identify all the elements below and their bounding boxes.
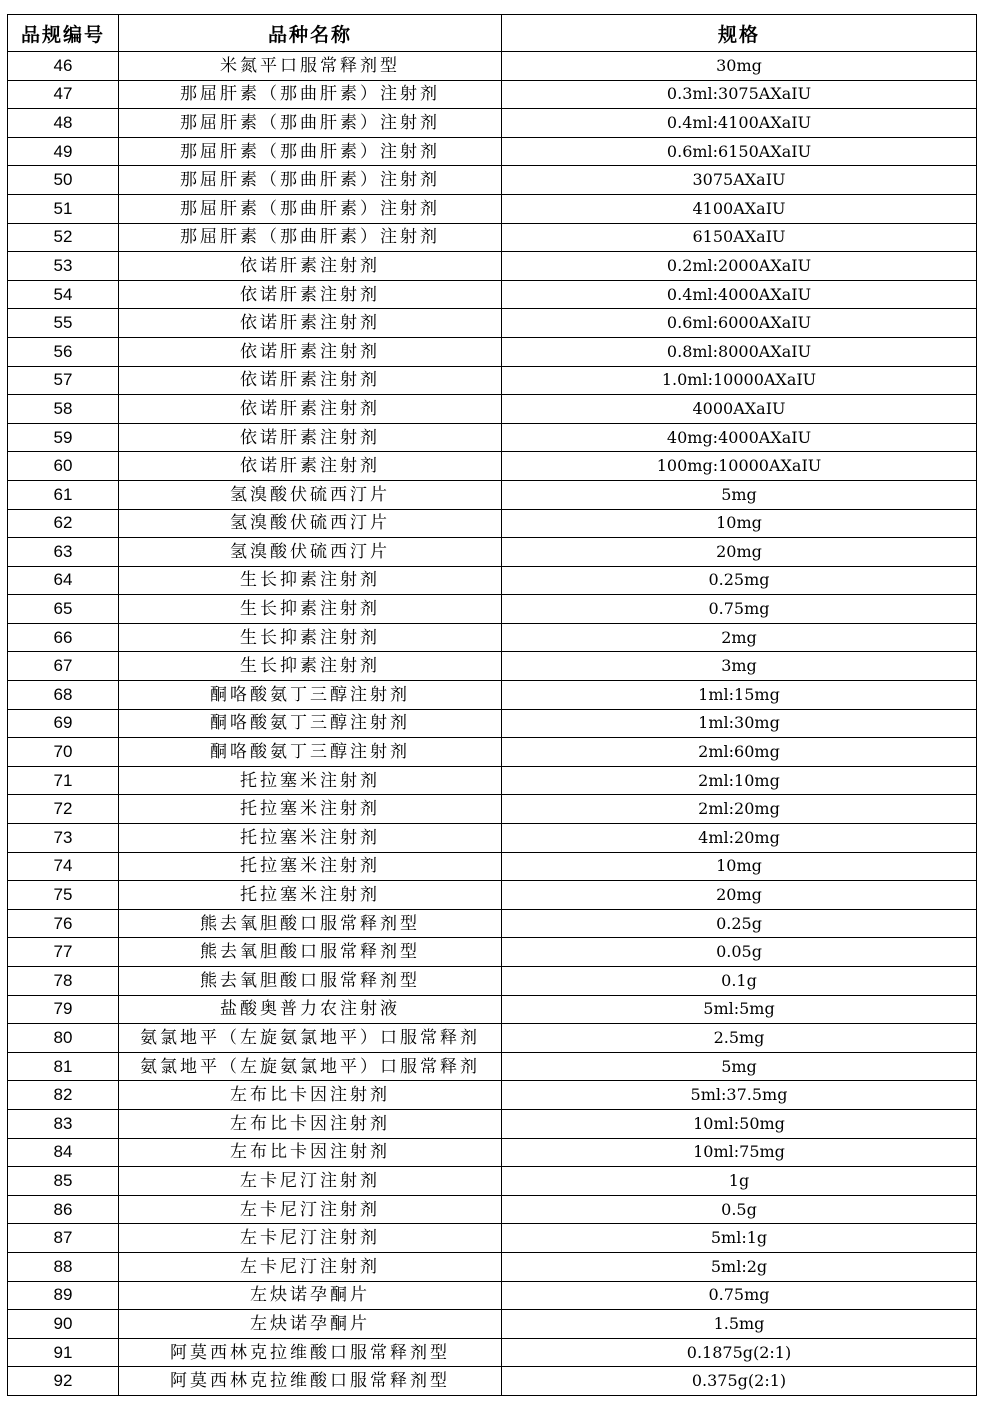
row-code: 78 [8,967,119,996]
row-spec: 5mg [502,1052,977,1081]
table-row [8,766,977,795]
row-drug-name: 氢溴酸伏硫西汀片 [119,509,502,538]
row-code: 55 [8,309,119,338]
row-code: 91 [8,1338,119,1367]
row-drug-name: 依诺肝素注射剂 [119,366,502,395]
row-code: 89 [8,1281,119,1310]
row-spec: 2ml:20mg [502,795,977,824]
row-code: 77 [8,938,119,967]
row-spec: 1.0ml:10000AXaIU [502,366,977,395]
row-drug-name: 托拉塞米注射剂 [119,881,502,910]
row-drug-name: 那屈肝素（那曲肝素）注射剂 [119,194,502,223]
row-drug-name: 那屈肝素（那曲肝素）注射剂 [119,137,502,166]
table-row [8,1281,977,1310]
row-spec: 10mg [502,852,977,881]
table-row [8,595,977,624]
row-code: 68 [8,681,119,710]
row-drug-name: 生长抑素注射剂 [119,595,502,624]
row-code: 62 [8,509,119,538]
row-drug-name: 左布比卡因注射剂 [119,1109,502,1138]
row-code: 49 [8,137,119,166]
row-drug-name: 托拉塞米注射剂 [119,852,502,881]
row-drug-name: 依诺肝素注射剂 [119,423,502,452]
row-spec: 0.4ml:4100AXaIU [502,109,977,138]
row-code: 84 [8,1138,119,1167]
row-spec: 0.8ml:8000AXaIU [502,337,977,366]
table-row [8,1310,977,1339]
row-code: 72 [8,795,119,824]
row-spec: 5ml:1g [502,1224,977,1253]
row-spec: 40mg:4000AXaIU [502,423,977,452]
table-row [8,395,977,424]
row-drug-name: 熊去氧胆酸口服常释剂型 [119,909,502,938]
row-spec: 2ml:60mg [502,738,977,767]
row-code: 60 [8,452,119,481]
row-spec: 3075AXaIU [502,166,977,195]
row-spec: 5ml:5mg [502,995,977,1024]
table-row [8,709,977,738]
row-spec: 4100AXaIU [502,194,977,223]
row-code: 56 [8,337,119,366]
row-drug-name: 氢溴酸伏硫西汀片 [119,538,502,567]
drug-spec-table [7,14,977,1396]
row-drug-name: 熊去氧胆酸口服常释剂型 [119,938,502,967]
row-spec: 0.3ml:3075AXaIU [502,80,977,109]
row-drug-name: 那屈肝素（那曲肝素）注射剂 [119,80,502,109]
table-row [8,1367,977,1396]
header-name: 品种名称 [119,15,502,52]
row-drug-name: 托拉塞米注射剂 [119,824,502,853]
row-spec: 10mg [502,509,977,538]
row-drug-name: 左卡尼汀注射剂 [119,1167,502,1196]
row-drug-name: 生长抑素注射剂 [119,652,502,681]
header-code: 品规编号 [8,15,119,52]
table-row [8,1195,977,1224]
table-row [8,538,977,567]
table-row [8,337,977,366]
table-row [8,52,977,81]
row-spec: 0.375g(2:1) [502,1367,977,1396]
table-row [8,881,977,910]
row-code: 71 [8,766,119,795]
row-spec: 1ml:15mg [502,681,977,710]
row-spec: 5ml:2g [502,1252,977,1281]
row-drug-name: 那屈肝素（那曲肝素）注射剂 [119,166,502,195]
row-drug-name: 酮咯酸氨丁三醇注射剂 [119,681,502,710]
row-drug-name: 托拉塞米注射剂 [119,795,502,824]
row-code: 81 [8,1052,119,1081]
table-row [8,1224,977,1253]
row-drug-name: 阿莫西林克拉维酸口服常释剂型 [119,1338,502,1367]
row-drug-name: 生长抑素注射剂 [119,623,502,652]
table-row [8,795,977,824]
row-code: 73 [8,824,119,853]
table-row [8,681,977,710]
row-drug-name: 阿莫西林克拉维酸口服常释剂型 [119,1367,502,1396]
header-spec: 规格 [502,15,977,52]
row-spec: 2ml:10mg [502,766,977,795]
row-spec: 20mg [502,881,977,910]
row-code: 82 [8,1081,119,1110]
row-spec: 10ml:75mg [502,1138,977,1167]
row-drug-name: 左布比卡因注射剂 [119,1138,502,1167]
row-drug-name: 依诺肝素注射剂 [119,280,502,309]
table-row [8,1338,977,1367]
row-code: 74 [8,852,119,881]
row-code: 46 [8,52,119,81]
row-drug-name: 熊去氧胆酸口服常释剂型 [119,967,502,996]
row-code: 69 [8,709,119,738]
row-spec: 5ml:37.5mg [502,1081,977,1110]
table-row [8,280,977,309]
row-spec: 0.2ml:2000AXaIU [502,252,977,281]
row-spec: 0.6ml:6000AXaIU [502,309,977,338]
table-row [8,852,977,881]
table-row [8,309,977,338]
table-row [8,824,977,853]
row-code: 85 [8,1167,119,1196]
row-code: 59 [8,423,119,452]
table-row [8,1109,977,1138]
row-drug-name: 生长抑素注射剂 [119,566,502,595]
table-row [8,967,977,996]
row-code: 47 [8,80,119,109]
row-code: 76 [8,909,119,938]
row-code: 53 [8,252,119,281]
row-spec: 0.75mg [502,595,977,624]
row-spec: 0.1875g(2:1) [502,1338,977,1367]
row-spec: 6150AXaIU [502,223,977,252]
row-code: 80 [8,1024,119,1053]
row-drug-name: 酮咯酸氨丁三醇注射剂 [119,709,502,738]
row-code: 70 [8,738,119,767]
row-code: 50 [8,166,119,195]
row-spec: 100mg:10000AXaIU [502,452,977,481]
row-spec: 1.5mg [502,1310,977,1339]
row-drug-name: 氨氯地平（左旋氨氯地平）口服常释剂 [119,1052,502,1081]
table-row [8,909,977,938]
row-code: 51 [8,194,119,223]
table-body [8,52,977,1396]
row-code: 65 [8,595,119,624]
row-spec: 0.25g [502,909,977,938]
row-drug-name: 依诺肝素注射剂 [119,452,502,481]
row-code: 57 [8,366,119,395]
table-row [8,452,977,481]
row-code: 63 [8,538,119,567]
table-row [8,1024,977,1053]
row-spec: 0.75mg [502,1281,977,1310]
table-row [8,109,977,138]
table-row [8,194,977,223]
header-row [8,15,977,52]
row-spec: 4000AXaIU [502,395,977,424]
table-row [8,566,977,595]
row-code: 86 [8,1195,119,1224]
row-drug-name: 米氮平口服常释剂型 [119,52,502,81]
row-drug-name: 左卡尼汀注射剂 [119,1195,502,1224]
row-drug-name: 左炔诺孕酮片 [119,1281,502,1310]
table-row [8,1081,977,1110]
row-code: 87 [8,1224,119,1253]
table-row [8,738,977,767]
row-spec: 4ml:20mg [502,824,977,853]
row-spec: 10ml:50mg [502,1109,977,1138]
row-spec: 20mg [502,538,977,567]
row-spec: 2mg [502,623,977,652]
row-code: 52 [8,223,119,252]
table-row [8,166,977,195]
row-spec: 0.5g [502,1195,977,1224]
row-code: 79 [8,995,119,1024]
table-row [8,995,977,1024]
table-row [8,509,977,538]
table-row [8,137,977,166]
row-drug-name: 依诺肝素注射剂 [119,395,502,424]
table-row [8,652,977,681]
row-drug-name: 左卡尼汀注射剂 [119,1252,502,1281]
row-drug-name: 左卡尼汀注射剂 [119,1224,502,1253]
table-row [8,1138,977,1167]
table-row [8,1167,977,1196]
table-row [8,423,977,452]
table-row [8,366,977,395]
table-row [8,480,977,509]
row-code: 64 [8,566,119,595]
table-row [8,938,977,967]
table-row [8,80,977,109]
row-drug-name: 酮咯酸氨丁三醇注射剂 [119,738,502,767]
row-spec: 1g [502,1167,977,1196]
table-row [8,1052,977,1081]
row-spec: 0.6ml:6150AXaIU [502,137,977,166]
row-spec: 0.1g [502,967,977,996]
row-code: 67 [8,652,119,681]
table-row [8,223,977,252]
row-spec: 5mg [502,480,977,509]
row-code: 48 [8,109,119,138]
row-code: 90 [8,1310,119,1339]
row-spec: 0.4ml:4000AXaIU [502,280,977,309]
row-spec: 0.05g [502,938,977,967]
row-drug-name: 那屈肝素（那曲肝素）注射剂 [119,223,502,252]
row-drug-name: 依诺肝素注射剂 [119,309,502,338]
row-code: 54 [8,280,119,309]
row-drug-name: 氢溴酸伏硫西汀片 [119,480,502,509]
table-row [8,252,977,281]
row-code: 61 [8,480,119,509]
row-spec: 1ml:30mg [502,709,977,738]
row-drug-name: 氨氯地平（左旋氨氯地平）口服常释剂 [119,1024,502,1053]
row-drug-name: 依诺肝素注射剂 [119,337,502,366]
row-drug-name: 托拉塞米注射剂 [119,766,502,795]
row-code: 58 [8,395,119,424]
row-spec: 2.5mg [502,1024,977,1053]
row-code: 66 [8,623,119,652]
table-row [8,623,977,652]
row-code: 88 [8,1252,119,1281]
row-drug-name: 依诺肝素注射剂 [119,252,502,281]
table-row [8,1252,977,1281]
row-drug-name: 左炔诺孕酮片 [119,1310,502,1339]
row-drug-name: 那屈肝素（那曲肝素）注射剂 [119,109,502,138]
row-drug-name: 左布比卡因注射剂 [119,1081,502,1110]
row-code: 83 [8,1109,119,1138]
row-spec: 30mg [502,52,977,81]
row-drug-name: 盐酸奥普力农注射液 [119,995,502,1024]
row-code: 92 [8,1367,119,1396]
row-code: 75 [8,881,119,910]
row-spec: 3mg [502,652,977,681]
row-spec: 0.25mg [502,566,977,595]
